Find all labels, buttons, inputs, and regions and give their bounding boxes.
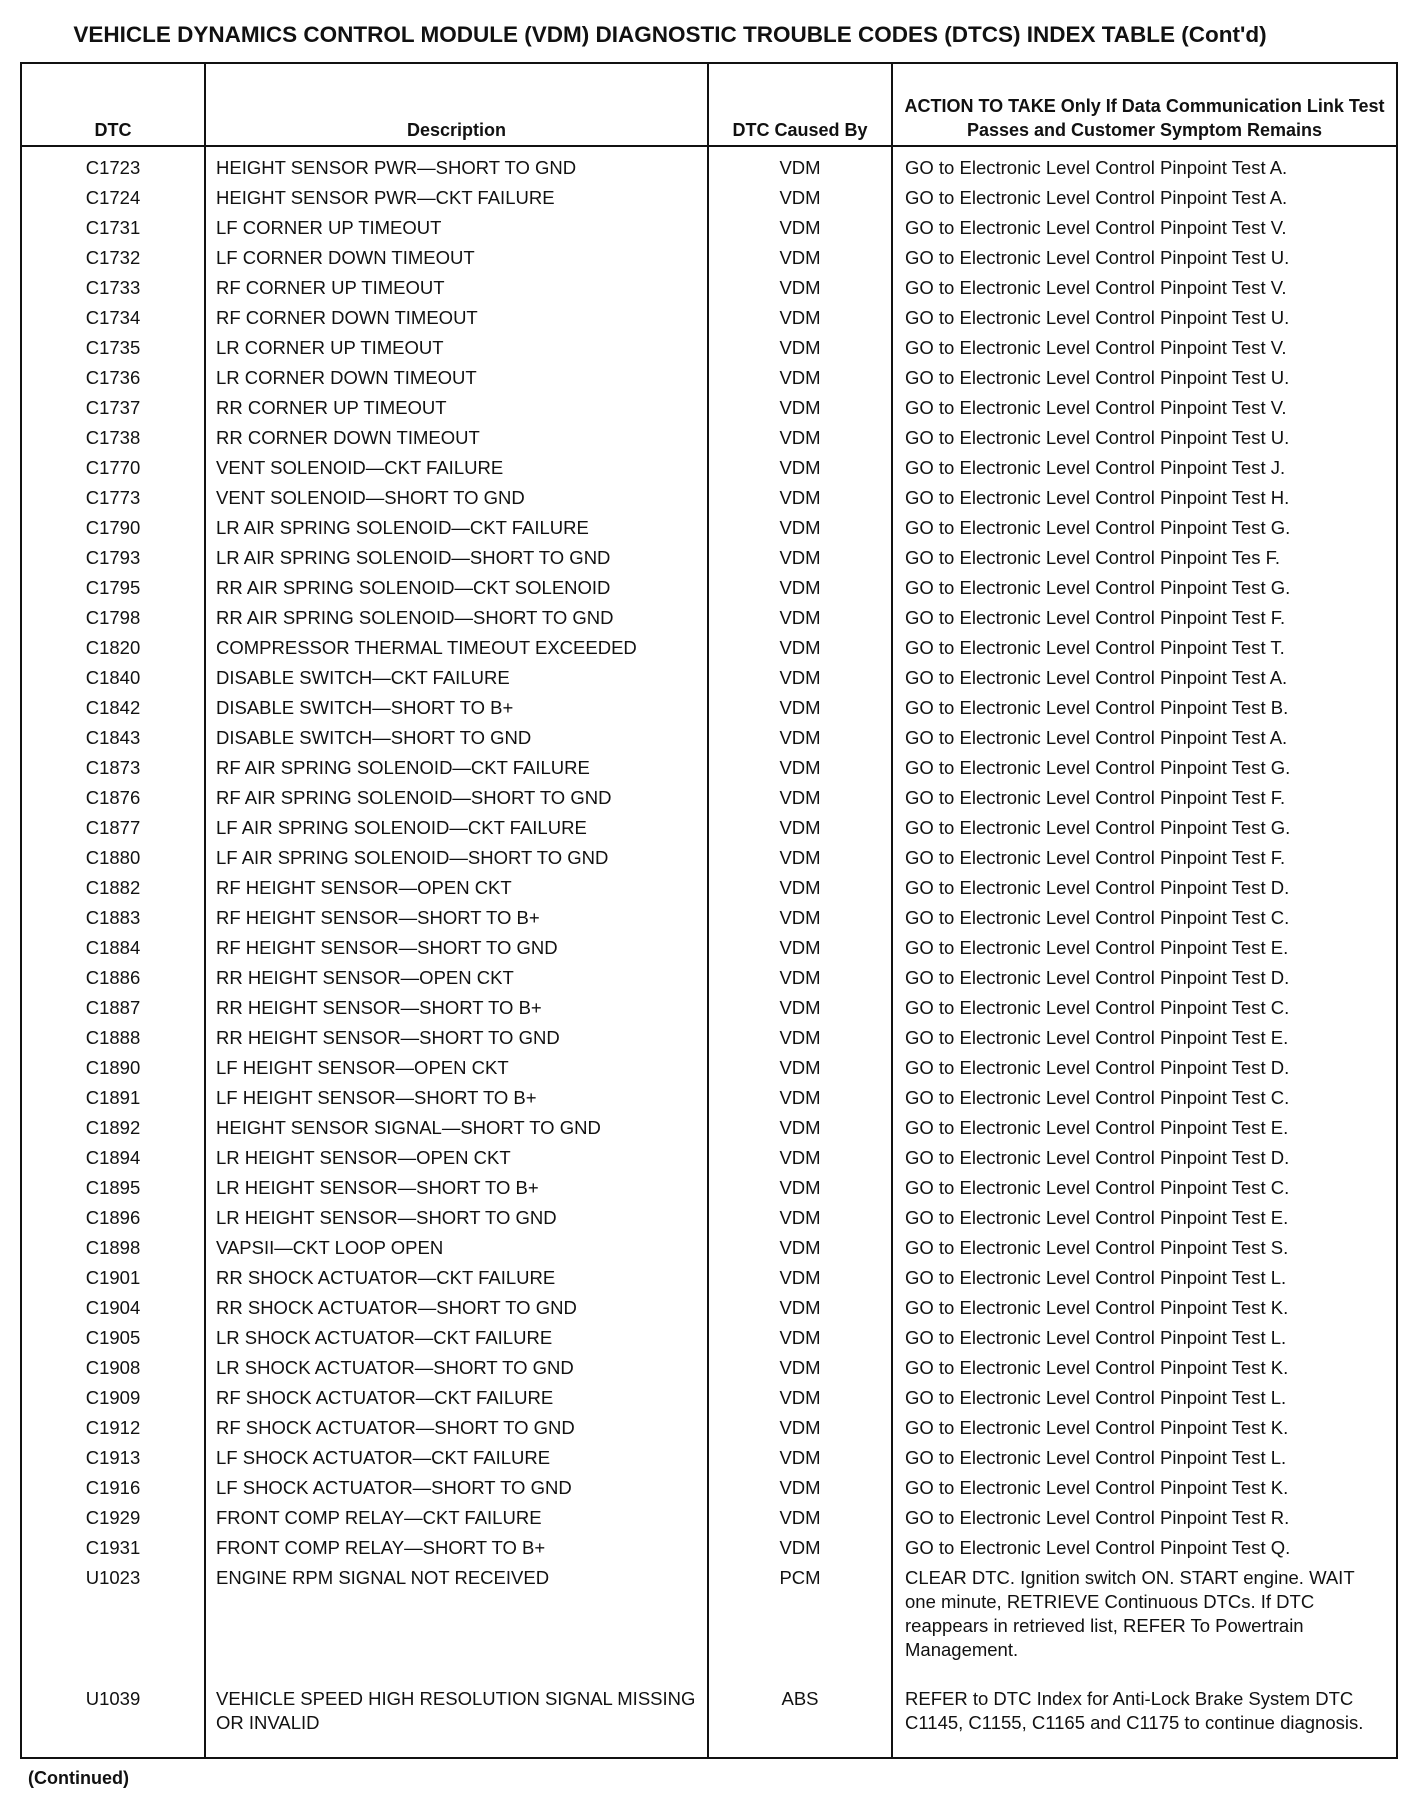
dtc-caused-by: VDM <box>708 1383 892 1413</box>
dtc-caused-by: ABS <box>708 1684 892 1758</box>
dtc-action: GO to Electronic Level Control Pinpoint Test D. <box>892 1053 1397 1083</box>
dtc-description: COMPRESSOR THERMAL TIMEOUT EXCEEDED <box>205 633 708 663</box>
dtc-caused-by: VDM <box>708 933 892 963</box>
table-row <box>21 1023 1397 1053</box>
dtc-action: GO to Electronic Level Control Pinpoint Test F. <box>892 843 1397 873</box>
dtc-caused-by: VDM <box>708 333 892 363</box>
dtc-code: U1039 <box>21 1684 205 1758</box>
dtc-description: RR AIR SPRING SOLENOID—CKT SOLENOID <box>205 573 708 603</box>
dtc-action: GO to Electronic Level Control Pinpoint Test U. <box>892 363 1397 393</box>
dtc-description: RF SHOCK ACTUATOR—SHORT TO GND <box>205 1413 708 1443</box>
dtc-caused-by: VDM <box>708 993 892 1023</box>
dtc-code: C1840 <box>21 663 205 693</box>
dtc-description: LF SHOCK ACTUATOR—CKT FAILURE <box>205 1443 708 1473</box>
table-row <box>21 963 1397 993</box>
dtc-caused-by: VDM <box>708 183 892 213</box>
dtc-description: LR AIR SPRING SOLENOID—CKT FAILURE <box>205 513 708 543</box>
table-row <box>21 693 1397 723</box>
table-row <box>21 183 1397 213</box>
header-description: Description <box>205 63 708 146</box>
dtc-code: C1894 <box>21 1143 205 1173</box>
dtc-action: GO to Electronic Level Control Pinpoint Test E. <box>892 933 1397 963</box>
dtc-action: GO to Electronic Level Control Pinpoint Test V. <box>892 393 1397 423</box>
dtc-description: RR SHOCK ACTUATOR—SHORT TO GND <box>205 1293 708 1323</box>
dtc-action: GO to Electronic Level Control Pinpoint Test E. <box>892 1023 1397 1053</box>
dtc-description: RF AIR SPRING SOLENOID—CKT FAILURE <box>205 753 708 783</box>
dtc-action: GO to Electronic Level Control Pinpoint Test R. <box>892 1503 1397 1533</box>
dtc-caused-by: VDM <box>708 483 892 513</box>
dtc-caused-by: VDM <box>708 663 892 693</box>
dtc-caused-by: VDM <box>708 873 892 903</box>
table-row <box>21 933 1397 963</box>
dtc-code: C1843 <box>21 723 205 753</box>
dtc-caused-by: VDM <box>708 1113 892 1143</box>
dtc-code: C1913 <box>21 1443 205 1473</box>
dtc-caused-by: VDM <box>708 303 892 333</box>
dtc-code: C1892 <box>21 1113 205 1143</box>
dtc-code: C1916 <box>21 1473 205 1503</box>
dtc-description: LR AIR SPRING SOLENOID—SHORT TO GND <box>205 543 708 573</box>
dtc-code: C1883 <box>21 903 205 933</box>
dtc-description: RR HEIGHT SENSOR—SHORT TO B+ <box>205 993 708 1023</box>
dtc-caused-by: VDM <box>708 273 892 303</box>
dtc-caused-by: VDM <box>708 1143 892 1173</box>
dtc-description: RF CORNER DOWN TIMEOUT <box>205 303 708 333</box>
dtc-caused-by: VDM <box>708 783 892 813</box>
dtc-description: HEIGHT SENSOR PWR—CKT FAILURE <box>205 183 708 213</box>
dtc-index-table <box>20 62 1398 1759</box>
dtc-code: C1842 <box>21 693 205 723</box>
dtc-description: VAPSII—CKT LOOP OPEN <box>205 1233 708 1263</box>
dtc-action: GO to Electronic Level Control Pinpoint Test H. <box>892 483 1397 513</box>
dtc-caused-by: VDM <box>708 423 892 453</box>
table-row <box>21 783 1397 813</box>
dtc-code: C1908 <box>21 1353 205 1383</box>
dtc-code: C1891 <box>21 1083 205 1113</box>
table-row <box>21 1203 1397 1233</box>
dtc-action: GO to Electronic Level Control Pinpoint Test K. <box>892 1293 1397 1323</box>
dtc-code: C1888 <box>21 1023 205 1053</box>
dtc-caused-by: VDM <box>708 1203 892 1233</box>
dtc-action: GO to Electronic Level Control Pinpoint Test C. <box>892 1173 1397 1203</box>
dtc-action: GO to Electronic Level Control Pinpoint Test G. <box>892 813 1397 843</box>
dtc-action: GO to Electronic Level Control Pinpoint Test U. <box>892 243 1397 273</box>
table-row <box>21 1353 1397 1383</box>
dtc-caused-by: VDM <box>708 723 892 753</box>
dtc-code: C1732 <box>21 243 205 273</box>
table-row <box>21 633 1397 663</box>
dtc-action: GO to Electronic Level Control Pinpoint Test L. <box>892 1263 1397 1293</box>
table-row <box>21 513 1397 543</box>
table-header-row <box>21 63 1397 146</box>
table-row <box>21 1473 1397 1503</box>
table-row <box>21 333 1397 363</box>
dtc-action: GO to Electronic Level Control Pinpoint Test E. <box>892 1203 1397 1233</box>
table-row <box>21 273 1397 303</box>
dtc-action: GO to Electronic Level Control Pinpoint Test U. <box>892 303 1397 333</box>
dtc-caused-by: VDM <box>708 1533 892 1563</box>
dtc-caused-by: VDM <box>708 453 892 483</box>
dtc-action: CLEAR DTC. Ignition switch ON. START engine. WAIT one minute, RETRIEVE Continuous DTCs. If DTC reappears in retrieved list, REFER To Powertrain Management. <box>892 1563 1397 1684</box>
dtc-description: LR HEIGHT SENSOR—SHORT TO GND <box>205 1203 708 1233</box>
dtc-caused-by: VDM <box>708 1473 892 1503</box>
dtc-action: GO to Electronic Level Control Pinpoint Test S. <box>892 1233 1397 1263</box>
dtc-caused-by: VDM <box>708 693 892 723</box>
dtc-action: GO to Electronic Level Control Pinpoint Test V. <box>892 333 1397 363</box>
dtc-action: GO to Electronic Level Control Pinpoint Test U. <box>892 423 1397 453</box>
dtc-code: C1884 <box>21 933 205 963</box>
dtc-description: FRONT COMP RELAY—SHORT TO B+ <box>205 1533 708 1563</box>
dtc-code: C1896 <box>21 1203 205 1233</box>
dtc-action: GO to Electronic Level Control Pinpoint Tes F. <box>892 543 1397 573</box>
dtc-caused-by: VDM <box>708 1083 892 1113</box>
dtc-caused-by: VDM <box>708 1023 892 1053</box>
table-row <box>21 603 1397 633</box>
dtc-code: C1773 <box>21 483 205 513</box>
dtc-code: C1734 <box>21 303 205 333</box>
dtc-code: C1887 <box>21 993 205 1023</box>
header-dtc: DTC <box>21 63 205 146</box>
dtc-caused-by: VDM <box>708 146 892 183</box>
dtc-action: GO to Electronic Level Control Pinpoint Test Q. <box>892 1533 1397 1563</box>
table-row <box>21 213 1397 243</box>
dtc-action: GO to Electronic Level Control Pinpoint Test L. <box>892 1443 1397 1473</box>
dtc-description: RF HEIGHT SENSOR—OPEN CKT <box>205 873 708 903</box>
dtc-caused-by: VDM <box>708 393 892 423</box>
dtc-action: GO to Electronic Level Control Pinpoint Test G. <box>892 753 1397 783</box>
table-row <box>21 1143 1397 1173</box>
dtc-caused-by: VDM <box>708 1293 892 1323</box>
dtc-action: GO to Electronic Level Control Pinpoint Test C. <box>892 903 1397 933</box>
dtc-action: REFER to DTC Index for Anti-Lock Brake System DTC C1145, C1155, C1165 and C1175 to continue diagnosis. <box>892 1684 1397 1758</box>
dtc-code: C1895 <box>21 1173 205 1203</box>
table-row <box>21 453 1397 483</box>
dtc-code: C1735 <box>21 333 205 363</box>
dtc-code: C1905 <box>21 1323 205 1353</box>
dtc-caused-by: VDM <box>708 573 892 603</box>
dtc-code: C1912 <box>21 1413 205 1443</box>
dtc-caused-by: VDM <box>708 1323 892 1353</box>
table-row <box>21 393 1397 423</box>
dtc-code: C1873 <box>21 753 205 783</box>
table-row <box>21 663 1397 693</box>
page-title: VEHICLE DYNAMICS CONTROL MODULE (VDM) DIAGNOSTIC TROUBLE CODES (DTCS) INDEX TABLE (Cont'd) <box>73 22 1267 47</box>
dtc-code: C1909 <box>21 1383 205 1413</box>
dtc-description: RF AIR SPRING SOLENOID—SHORT TO GND <box>205 783 708 813</box>
dtc-caused-by: VDM <box>708 513 892 543</box>
dtc-description: VENT SOLENOID—CKT FAILURE <box>205 453 708 483</box>
dtc-code: C1724 <box>21 183 205 213</box>
dtc-description: RR CORNER DOWN TIMEOUT <box>205 423 708 453</box>
dtc-description: LR SHOCK ACTUATOR—SHORT TO GND <box>205 1353 708 1383</box>
dtc-action: GO to Electronic Level Control Pinpoint Test K. <box>892 1413 1397 1443</box>
dtc-description: DISABLE SWITCH—SHORT TO B+ <box>205 693 708 723</box>
dtc-action: GO to Electronic Level Control Pinpoint Test L. <box>892 1383 1397 1413</box>
dtc-description: LR CORNER UP TIMEOUT <box>205 333 708 363</box>
table-row <box>21 1083 1397 1113</box>
dtc-action: GO to Electronic Level Control Pinpoint Test D. <box>892 1143 1397 1173</box>
dtc-description: LF CORNER UP TIMEOUT <box>205 213 708 243</box>
dtc-code: C1770 <box>21 453 205 483</box>
dtc-caused-by: VDM <box>708 1233 892 1263</box>
dtc-caused-by: VDM <box>708 633 892 663</box>
dtc-description: VEHICLE SPEED HIGH RESOLUTION SIGNAL MISSING OR INVALID <box>205 1684 708 1758</box>
dtc-caused-by: VDM <box>708 543 892 573</box>
dtc-code: C1733 <box>21 273 205 303</box>
dtc-description: LF CORNER DOWN TIMEOUT <box>205 243 708 273</box>
dtc-description: LR SHOCK ACTUATOR—CKT FAILURE <box>205 1323 708 1353</box>
dtc-description: LF HEIGHT SENSOR—SHORT TO B+ <box>205 1083 708 1113</box>
dtc-action: GO to Electronic Level Control Pinpoint Test T. <box>892 633 1397 663</box>
dtc-action: GO to Electronic Level Control Pinpoint Test D. <box>892 873 1397 903</box>
dtc-code: C1931 <box>21 1533 205 1563</box>
table-row <box>21 723 1397 753</box>
dtc-description: LF AIR SPRING SOLENOID—CKT FAILURE <box>205 813 708 843</box>
table-row <box>21 1503 1397 1533</box>
dtc-caused-by: VDM <box>708 963 892 993</box>
dtc-code: C1795 <box>21 573 205 603</box>
dtc-action: GO to Electronic Level Control Pinpoint Test E. <box>892 1113 1397 1143</box>
dtc-code: C1877 <box>21 813 205 843</box>
dtc-caused-by: VDM <box>708 1353 892 1383</box>
dtc-action: GO to Electronic Level Control Pinpoint Test L. <box>892 1323 1397 1353</box>
dtc-caused-by: VDM <box>708 1443 892 1473</box>
table-row <box>21 1293 1397 1323</box>
table-row <box>21 1053 1397 1083</box>
table-row <box>21 1173 1397 1203</box>
dtc-action: GO to Electronic Level Control Pinpoint Test B. <box>892 693 1397 723</box>
table-row <box>21 993 1397 1023</box>
dtc-description: RR CORNER UP TIMEOUT <box>205 393 708 423</box>
dtc-caused-by: VDM <box>708 1413 892 1443</box>
dtc-action: GO to Electronic Level Control Pinpoint Test A. <box>892 146 1397 183</box>
dtc-code: C1904 <box>21 1293 205 1323</box>
dtc-code: C1886 <box>21 963 205 993</box>
dtc-description: LR HEIGHT SENSOR—SHORT TO B+ <box>205 1173 708 1203</box>
dtc-description: RF HEIGHT SENSOR—SHORT TO GND <box>205 933 708 963</box>
dtc-code: C1929 <box>21 1503 205 1533</box>
dtc-action: GO to Electronic Level Control Pinpoint Test C. <box>892 993 1397 1023</box>
dtc-caused-by: VDM <box>708 813 892 843</box>
dtc-action: GO to Electronic Level Control Pinpoint Test A. <box>892 723 1397 753</box>
dtc-code: C1738 <box>21 423 205 453</box>
dtc-code: C1901 <box>21 1263 205 1293</box>
dtc-code: C1723 <box>21 146 205 183</box>
dtc-description: HEIGHT SENSOR PWR—SHORT TO GND <box>205 146 708 183</box>
dtc-code: C1880 <box>21 843 205 873</box>
table-row <box>21 873 1397 903</box>
table-row <box>21 813 1397 843</box>
dtc-description: RR HEIGHT SENSOR—SHORT TO GND <box>205 1023 708 1053</box>
dtc-description: RF CORNER UP TIMEOUT <box>205 273 708 303</box>
dtc-caused-by: VDM <box>708 1503 892 1533</box>
dtc-description: HEIGHT SENSOR SIGNAL—SHORT TO GND <box>205 1113 708 1143</box>
table-row <box>21 1323 1397 1353</box>
dtc-description: LF SHOCK ACTUATOR—SHORT TO GND <box>205 1473 708 1503</box>
dtc-action: GO to Electronic Level Control Pinpoint Test V. <box>892 273 1397 303</box>
table-row <box>21 1233 1397 1263</box>
dtc-code: C1882 <box>21 873 205 903</box>
table-row <box>21 1533 1397 1563</box>
dtc-code: U1023 <box>21 1563 205 1684</box>
dtc-caused-by: VDM <box>708 753 892 783</box>
dtc-action: GO to Electronic Level Control Pinpoint Test D. <box>892 963 1397 993</box>
table-row <box>21 363 1397 393</box>
table-row <box>21 243 1397 273</box>
dtc-action: GO to Electronic Level Control Pinpoint Test F. <box>892 603 1397 633</box>
table-row <box>21 1443 1397 1473</box>
dtc-code: C1793 <box>21 543 205 573</box>
table-row <box>21 303 1397 333</box>
dtc-action: GO to Electronic Level Control Pinpoint Test G. <box>892 513 1397 543</box>
dtc-caused-by: VDM <box>708 363 892 393</box>
dtc-code: C1737 <box>21 393 205 423</box>
header-action: ACTION TO TAKE Only If Data Communication Link Test Passes and Customer Symptom Remains <box>892 63 1397 146</box>
dtc-action: GO to Electronic Level Control Pinpoint Test J. <box>892 453 1397 483</box>
dtc-description: RF SHOCK ACTUATOR—CKT FAILURE <box>205 1383 708 1413</box>
dtc-code: C1736 <box>21 363 205 393</box>
dtc-caused-by: VDM <box>708 1263 892 1293</box>
dtc-caused-by: VDM <box>708 843 892 873</box>
table-row <box>21 483 1397 513</box>
table-row <box>21 146 1397 183</box>
dtc-code: C1798 <box>21 603 205 633</box>
table-row <box>21 543 1397 573</box>
header-caused-by: DTC Caused By <box>708 63 892 146</box>
table-row <box>21 573 1397 603</box>
dtc-description: LR CORNER DOWN TIMEOUT <box>205 363 708 393</box>
dtc-caused-by: VDM <box>708 1173 892 1203</box>
table-row <box>21 843 1397 873</box>
dtc-action: GO to Electronic Level Control Pinpoint Test K. <box>892 1353 1397 1383</box>
dtc-action: GO to Electronic Level Control Pinpoint Test K. <box>892 1473 1397 1503</box>
dtc-description: LF AIR SPRING SOLENOID—SHORT TO GND <box>205 843 708 873</box>
table-row <box>21 1383 1397 1413</box>
table-row <box>21 753 1397 783</box>
dtc-description: RF HEIGHT SENSOR—SHORT TO B+ <box>205 903 708 933</box>
dtc-caused-by: VDM <box>708 243 892 273</box>
dtc-code: C1820 <box>21 633 205 663</box>
dtc-description: DISABLE SWITCH—SHORT TO GND <box>205 723 708 753</box>
table-row <box>21 1113 1397 1143</box>
table-row <box>21 1263 1397 1293</box>
dtc-caused-by: VDM <box>708 603 892 633</box>
dtc-description: RR AIR SPRING SOLENOID—SHORT TO GND <box>205 603 708 633</box>
dtc-action: GO to Electronic Level Control Pinpoint Test C. <box>892 1083 1397 1113</box>
dtc-action: GO to Electronic Level Control Pinpoint Test G. <box>892 573 1397 603</box>
dtc-action: GO to Electronic Level Control Pinpoint Test F. <box>892 783 1397 813</box>
table-row <box>21 1413 1397 1443</box>
dtc-description: FRONT COMP RELAY—CKT FAILURE <box>205 1503 708 1533</box>
dtc-caused-by: VDM <box>708 213 892 243</box>
dtc-code: C1890 <box>21 1053 205 1083</box>
dtc-description: LF HEIGHT SENSOR—OPEN CKT <box>205 1053 708 1083</box>
dtc-action: GO to Electronic Level Control Pinpoint Test A. <box>892 663 1397 693</box>
dtc-description: VENT SOLENOID—SHORT TO GND <box>205 483 708 513</box>
table-row <box>21 1684 1397 1758</box>
dtc-description: LR HEIGHT SENSOR—OPEN CKT <box>205 1143 708 1173</box>
continued-note: (Continued) <box>28 1768 129 1788</box>
table-row <box>21 903 1397 933</box>
dtc-code: C1731 <box>21 213 205 243</box>
dtc-description: DISABLE SWITCH—CKT FAILURE <box>205 663 708 693</box>
table-row <box>21 1563 1397 1684</box>
table-row <box>21 423 1397 453</box>
dtc-caused-by: VDM <box>708 903 892 933</box>
dtc-action: GO to Electronic Level Control Pinpoint Test V. <box>892 213 1397 243</box>
dtc-action: GO to Electronic Level Control Pinpoint Test A. <box>892 183 1397 213</box>
dtc-description: ENGINE RPM SIGNAL NOT RECEIVED <box>205 1563 708 1684</box>
dtc-caused-by: PCM <box>708 1563 892 1684</box>
dtc-code: C1790 <box>21 513 205 543</box>
dtc-description: RR SHOCK ACTUATOR—CKT FAILURE <box>205 1263 708 1293</box>
dtc-code: C1898 <box>21 1233 205 1263</box>
dtc-code: C1876 <box>21 783 205 813</box>
table-body <box>21 146 1397 1758</box>
dtc-description: RR HEIGHT SENSOR—OPEN CKT <box>205 963 708 993</box>
dtc-caused-by: VDM <box>708 1053 892 1083</box>
